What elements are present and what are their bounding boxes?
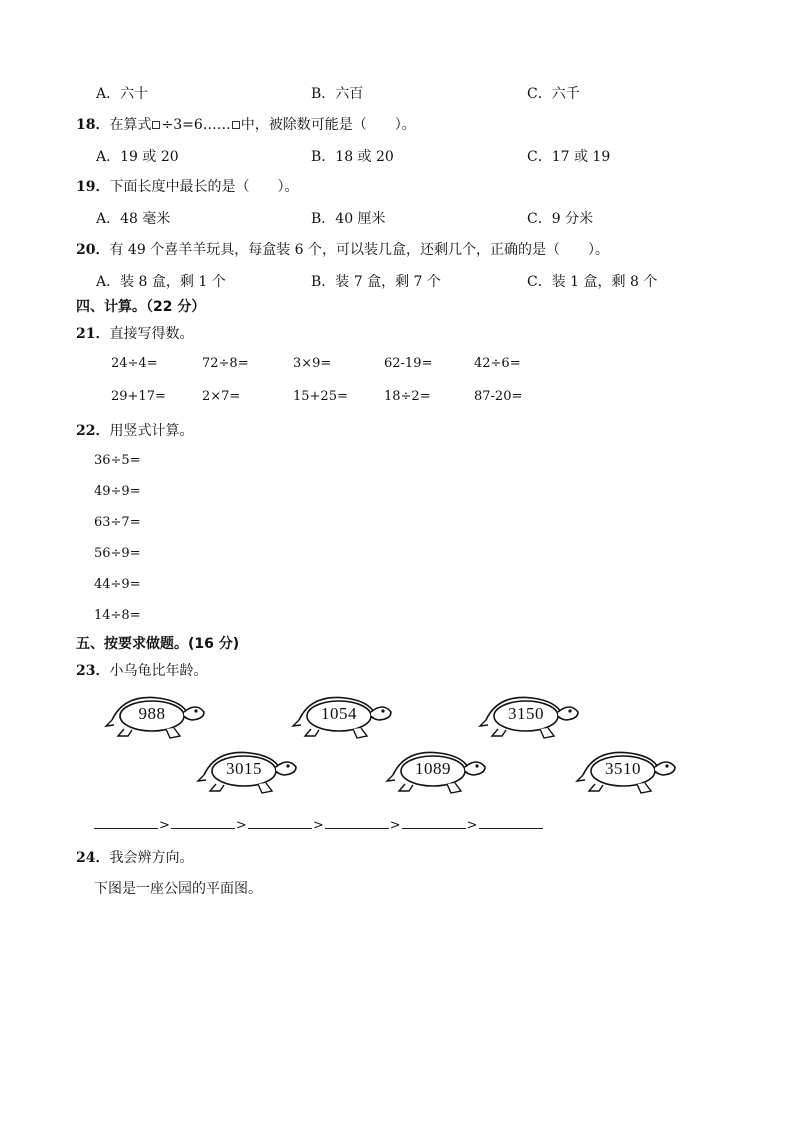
q23-text: 小乌龟比年龄。 (109, 663, 208, 679)
q20-option-c: C．装 1 盒，剩 8 个 (527, 274, 658, 290)
turtle-3510 (575, 747, 679, 799)
q21-item: 3×9= (293, 356, 332, 371)
answer-blank[interactable] (171, 816, 235, 829)
q18-number: 18． (76, 117, 110, 133)
q18-text-c: 中，被除数可能是（ ）。 (240, 117, 416, 133)
q24-number: 24． (76, 850, 110, 866)
q21-item: 72÷8= (202, 356, 249, 371)
q21-item: 87-20= (474, 389, 523, 404)
answer-blank[interactable] (402, 816, 466, 829)
q23-answer-row (94, 816, 543, 833)
answer-blank[interactable] (94, 816, 158, 829)
answer-blank[interactable] (479, 816, 543, 829)
q17-option-b: B．六百 (311, 86, 364, 102)
q22-item: 14÷8= (94, 608, 141, 623)
turtle-1054 (291, 692, 395, 744)
q22-item: 63÷7= (94, 515, 141, 530)
q20-option-b: B．装 7 盒，剩 7 个 (311, 274, 441, 290)
q19-option-a: A．48 毫米 (96, 211, 171, 227)
q23-number: 23． (76, 663, 110, 679)
q21-item: 2×7= (202, 389, 241, 404)
q20-question (76, 239, 609, 259)
q18-option-a: A．19 或 20 (96, 149, 179, 165)
q18-text-a: 在算式 (109, 117, 152, 133)
q18-option-c: C．17 或 19 (527, 149, 611, 165)
turtle-age-label: 3510 (605, 759, 641, 778)
turtle-age-label: 3015 (226, 759, 262, 778)
q21-text: 直接写得数。 (109, 326, 194, 342)
q18-text-b: ÷3=6…… (161, 117, 231, 133)
greater-than-sign: > (389, 818, 401, 833)
q22-item: 56÷9= (94, 546, 141, 561)
answer-blank[interactable] (325, 816, 389, 829)
q24-text: 我会辨方向。 (109, 850, 194, 866)
q19-question (76, 176, 298, 196)
q17-option-a: A．六十 (96, 86, 149, 102)
q22-number: 22． (76, 423, 110, 439)
q23-question (76, 660, 207, 680)
q21-number: 21． (76, 326, 110, 342)
blank-square-icon (152, 121, 160, 129)
answer-blank[interactable] (248, 816, 312, 829)
turtle-age-label: 1089 (415, 759, 451, 778)
q21-item: 18÷2= (384, 389, 431, 404)
section-4-heading: 四、计算。（22 分） (76, 299, 206, 315)
q24-question (76, 847, 193, 867)
q22-question (76, 420, 193, 440)
q22-item: 36÷5= (94, 453, 141, 468)
turtle-1089 (385, 747, 489, 799)
q19-option-b: B．40 厘米 (311, 211, 386, 227)
turtle-3150 (478, 692, 582, 744)
greater-than-sign: > (235, 818, 247, 833)
turtle-988 (104, 692, 208, 744)
q21-item: 42÷6= (474, 356, 521, 371)
turtle-age-label: 3150 (508, 704, 544, 723)
q21-item: 15+25= (293, 389, 348, 404)
turtle-age-label: 1054 (321, 704, 357, 723)
q24-subtext: 下图是一座公园的平面图。 (94, 881, 262, 897)
q17-option-c: C．六千 (527, 86, 580, 102)
q21-item: 29+17= (111, 389, 166, 404)
q19-text: 下面长度中最长的是（ ）。 (109, 179, 299, 195)
greater-than-sign: > (466, 818, 478, 833)
q19-option-c: C．9 分米 (527, 211, 594, 227)
q21-item: 24÷4= (111, 356, 158, 371)
q18-option-b: B．18 或 20 (311, 149, 394, 165)
q20-number: 20． (76, 242, 110, 258)
q22-item: 49÷9= (94, 484, 141, 499)
q21-item: 62-19= (384, 356, 433, 371)
turtle-age-label: 988 (138, 704, 166, 723)
greater-than-sign: > (159, 818, 170, 833)
q20-text: 有 49 个喜羊羊玩具，每盒装 6 个，可以装几盒，还剩几个，正确的是（ ）。 (109, 242, 610, 258)
q21-question (76, 323, 193, 343)
q20-option-a: A．装 8 盒，剩 1 个 (96, 274, 226, 290)
section-5-heading: 五、按要求做题。(16 分) (76, 636, 240, 652)
q22-item: 44÷9= (94, 577, 141, 592)
q19-number: 19． (76, 179, 110, 195)
q18-question (76, 114, 416, 134)
greater-than-sign: > (312, 818, 324, 833)
turtle-3015 (196, 747, 300, 799)
blank-square-icon (232, 121, 240, 129)
q22-text: 用竖式计算。 (109, 423, 194, 439)
